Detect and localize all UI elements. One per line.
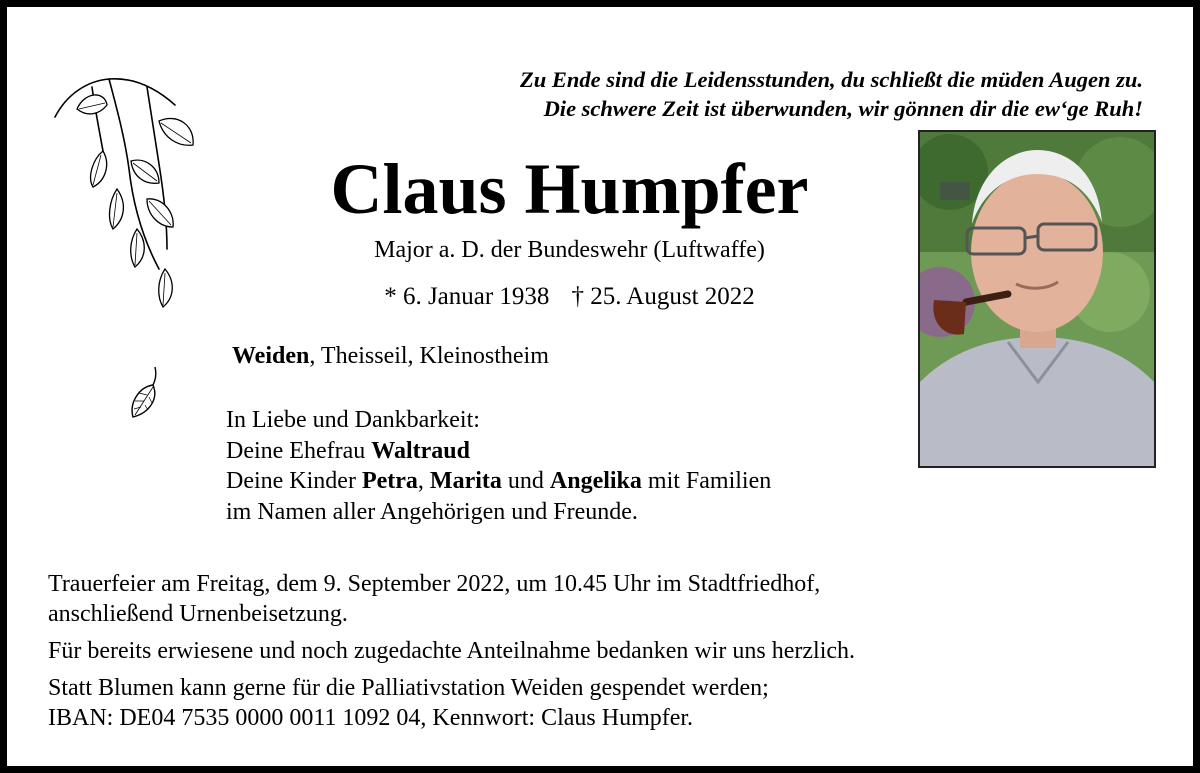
birch-branch-icon: [47, 69, 217, 319]
children-separator-1: ,: [417, 468, 430, 494]
falling-leaf-icon: [125, 363, 169, 423]
donation-line-2: IBAN: DE04 7535 0000 0011 1092 04, Kennwort: Claus Humpfer.: [48, 705, 694, 731]
mourners-intro: In Liebe und Dankbarkeit:: [226, 407, 480, 433]
death-date: † 25. August 2022: [571, 283, 755, 310]
ceremony-info: [48, 569, 1168, 733]
deceased-name: Claus Humpfer: [330, 149, 809, 229]
birth-date: * 6. Januar 1938: [384, 283, 550, 310]
thanks-paragraph: Für bereits erwiesene und noch zugedachte Anteilnahme bedanken wir uns herzlich.: [48, 638, 856, 664]
mourners-children-line: [226, 466, 926, 497]
donation-paragraph: [48, 673, 1168, 733]
places-of-residence: [232, 341, 549, 371]
child-name-3: Angelika: [549, 468, 642, 494]
mourners-closing: im Namen aller Angehörigen und Freunde.: [226, 498, 638, 525]
ceremony-line-2: anschließend Urnenbeisetzung.: [48, 601, 348, 627]
children-prefix: Deine Kinder: [226, 468, 362, 494]
child-name-1: Petra: [361, 468, 418, 494]
poem-line-2: Die schwere Zeit ist überwunden, wir gönnen dir die ew‘ge Ruh!: [543, 96, 1143, 121]
life-dates: [207, 282, 932, 312]
place-main: Weiden: [232, 343, 310, 369]
ceremony-line-1: Trauerfeier am Freitag, dem 9. September 2022, um 10.45 Uhr im Stadtfriedhof,: [48, 571, 821, 597]
children-suffix: mit Familien: [641, 468, 772, 494]
portrait-image: [920, 132, 1154, 466]
deceased-rank: Major a. D. der Bundeswehr (Luftwaffe): [374, 237, 765, 263]
child-name-2: Marita: [429, 468, 502, 494]
donation-line-1: Statt Blumen kann gerne für die Palliativstation Weiden gespendet werden;: [48, 675, 769, 701]
mourners-block: [226, 405, 926, 527]
spouse-name: Waltraud: [371, 437, 470, 464]
ceremony-paragraph: [48, 569, 1168, 629]
poem: [343, 65, 1143, 123]
poem-line-1: Zu Ende sind die Leidensstunden, du schließt die müden Augen zu.: [519, 67, 1143, 92]
portrait-photo: [918, 130, 1156, 468]
children-separator-2: und: [501, 468, 550, 494]
mourners-spouse-line: [226, 436, 926, 467]
spouse-prefix: Deine Ehefrau: [226, 437, 372, 464]
place-others: , Theisseil, Kleinostheim: [309, 343, 549, 369]
